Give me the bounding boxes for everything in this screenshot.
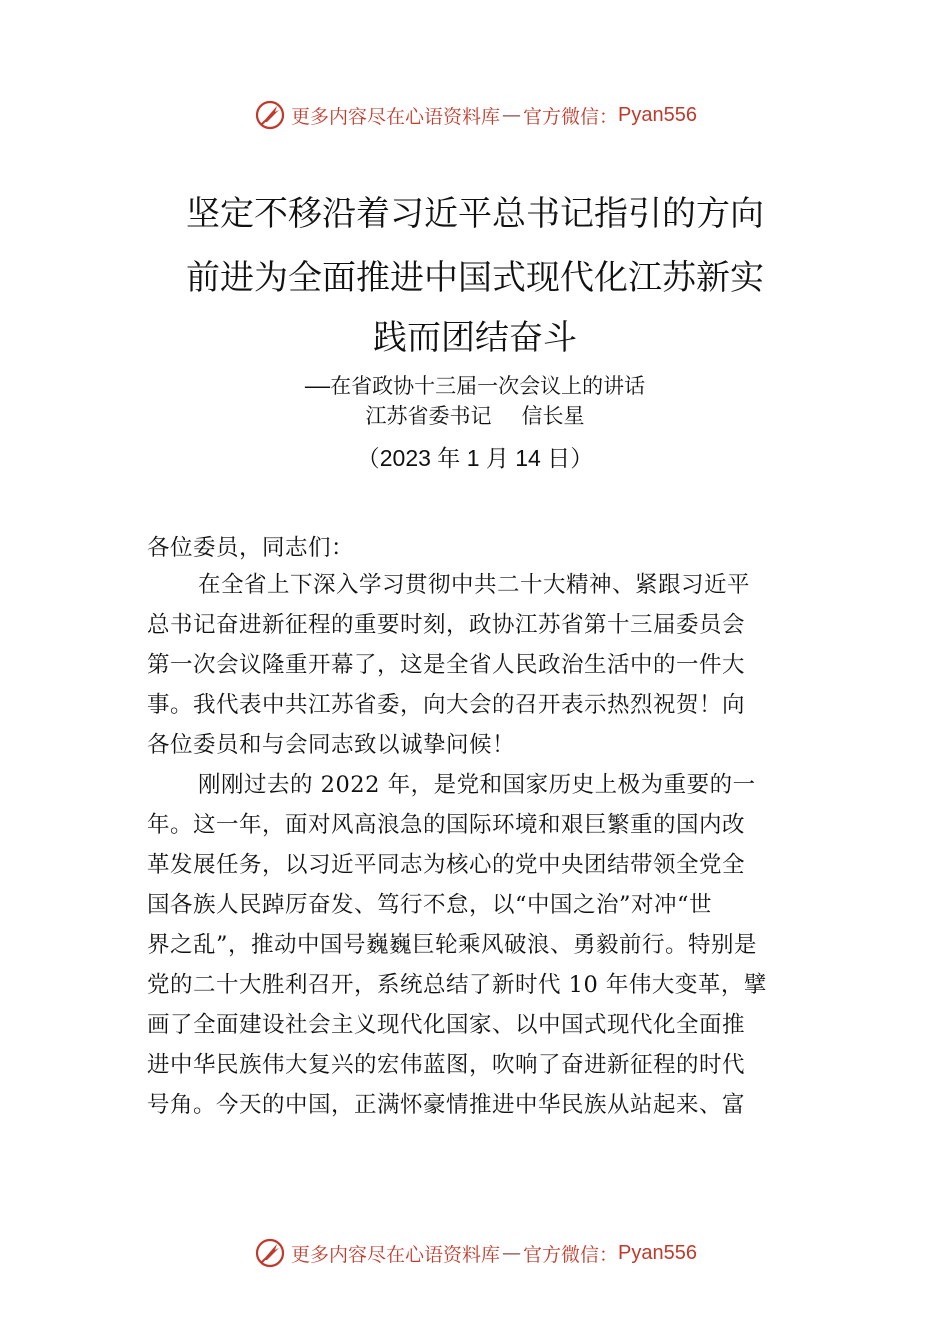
watermark-text: 更多内容尽在心语资料库: [291, 1243, 501, 1266]
paragraph-line: 画了全面建设社会主义现代化国家、以中国式现代化全面推: [147, 1012, 746, 1038]
watermark-separator: —: [502, 104, 522, 126]
document-date: （2023 年 1 月 14 日）: [356, 445, 594, 471]
document-author: [150, 400, 800, 430]
document-title-line-3: 践而团结奋斗: [373, 318, 577, 358]
author-name: 信长星: [521, 404, 585, 428]
paragraph-line: 国各族人民踔厉奋发、笃行不怠，以“中国之治”对冲“世: [147, 892, 713, 918]
quill-pen-logo-icon: [253, 1236, 287, 1270]
paragraph-line: 事。我代表中共江苏省委，向大会的召开表示热烈祝贺！向: [147, 692, 746, 718]
header-watermark: [0, 95, 950, 135]
quill-pen-logo-icon: [253, 98, 287, 132]
watermark-wechat-label: 官方微信：: [523, 1243, 619, 1266]
document-subtitle: ——在省政协十三届一次会议上的讲话: [304, 374, 646, 398]
watermark-wechat-label: 官方微信：: [523, 105, 619, 128]
watermark-wechat-id: Pyan556: [618, 103, 697, 126]
paragraph-line: 各位委员和与会同志致以诚挚问候！: [147, 732, 516, 758]
paragraph-line: 进中华民族伟大复兴的宏伟蓝图，吹响了奋进新征程的时代: [147, 1052, 746, 1078]
watermark-wechat-id: Pyan556: [618, 1241, 697, 1264]
paragraph-line: 第一次会议隆重开幕了，这是全省人民政治生活中的一件大: [147, 652, 746, 678]
paragraph-line: 号角。今天的中国，正满怀豪情推进中华民族从站起来、富: [147, 1092, 746, 1118]
paragraph-line: 党的二十大胜利召开，系统总结了新时代 10 年伟大变革，擘: [147, 972, 767, 998]
paragraph-line: 革发展任务，以习近平同志为核心的党中央团结带领全党全: [147, 852, 746, 878]
salutation: 各位委员，同志们：: [147, 535, 355, 561]
paragraph-line: 在全省上下深入学习贯彻中共二十大精神、紧跟习近平: [198, 572, 751, 598]
document-title-line-2: 前进为全面推进中国式现代化江苏新实: [186, 258, 764, 298]
paragraph-line: 刚刚过去的 2022 年，是党和国家历史上极为重要的一: [198, 772, 756, 798]
watermark-separator: —: [502, 1242, 522, 1264]
paragraph-line: 界之乱”，推动中国号巍巍巨轮乘风破浪、勇毅前行。特别是: [147, 932, 758, 958]
document-title-line-1: 坚定不移沿着习近平总书记指引的方向: [186, 194, 764, 234]
watermark-text: 更多内容尽在心语资料库: [291, 105, 501, 128]
author-title: 江苏省委书记: [365, 404, 492, 428]
paragraph-line: 年。这一年，面对风高浪急的国际环境和艰巨繁重的国内改: [147, 812, 746, 838]
footer-watermark: [0, 1233, 950, 1273]
paragraph-line: 总书记奋进新征程的重要时刻，政协江苏省第十三届委员会: [147, 612, 746, 638]
